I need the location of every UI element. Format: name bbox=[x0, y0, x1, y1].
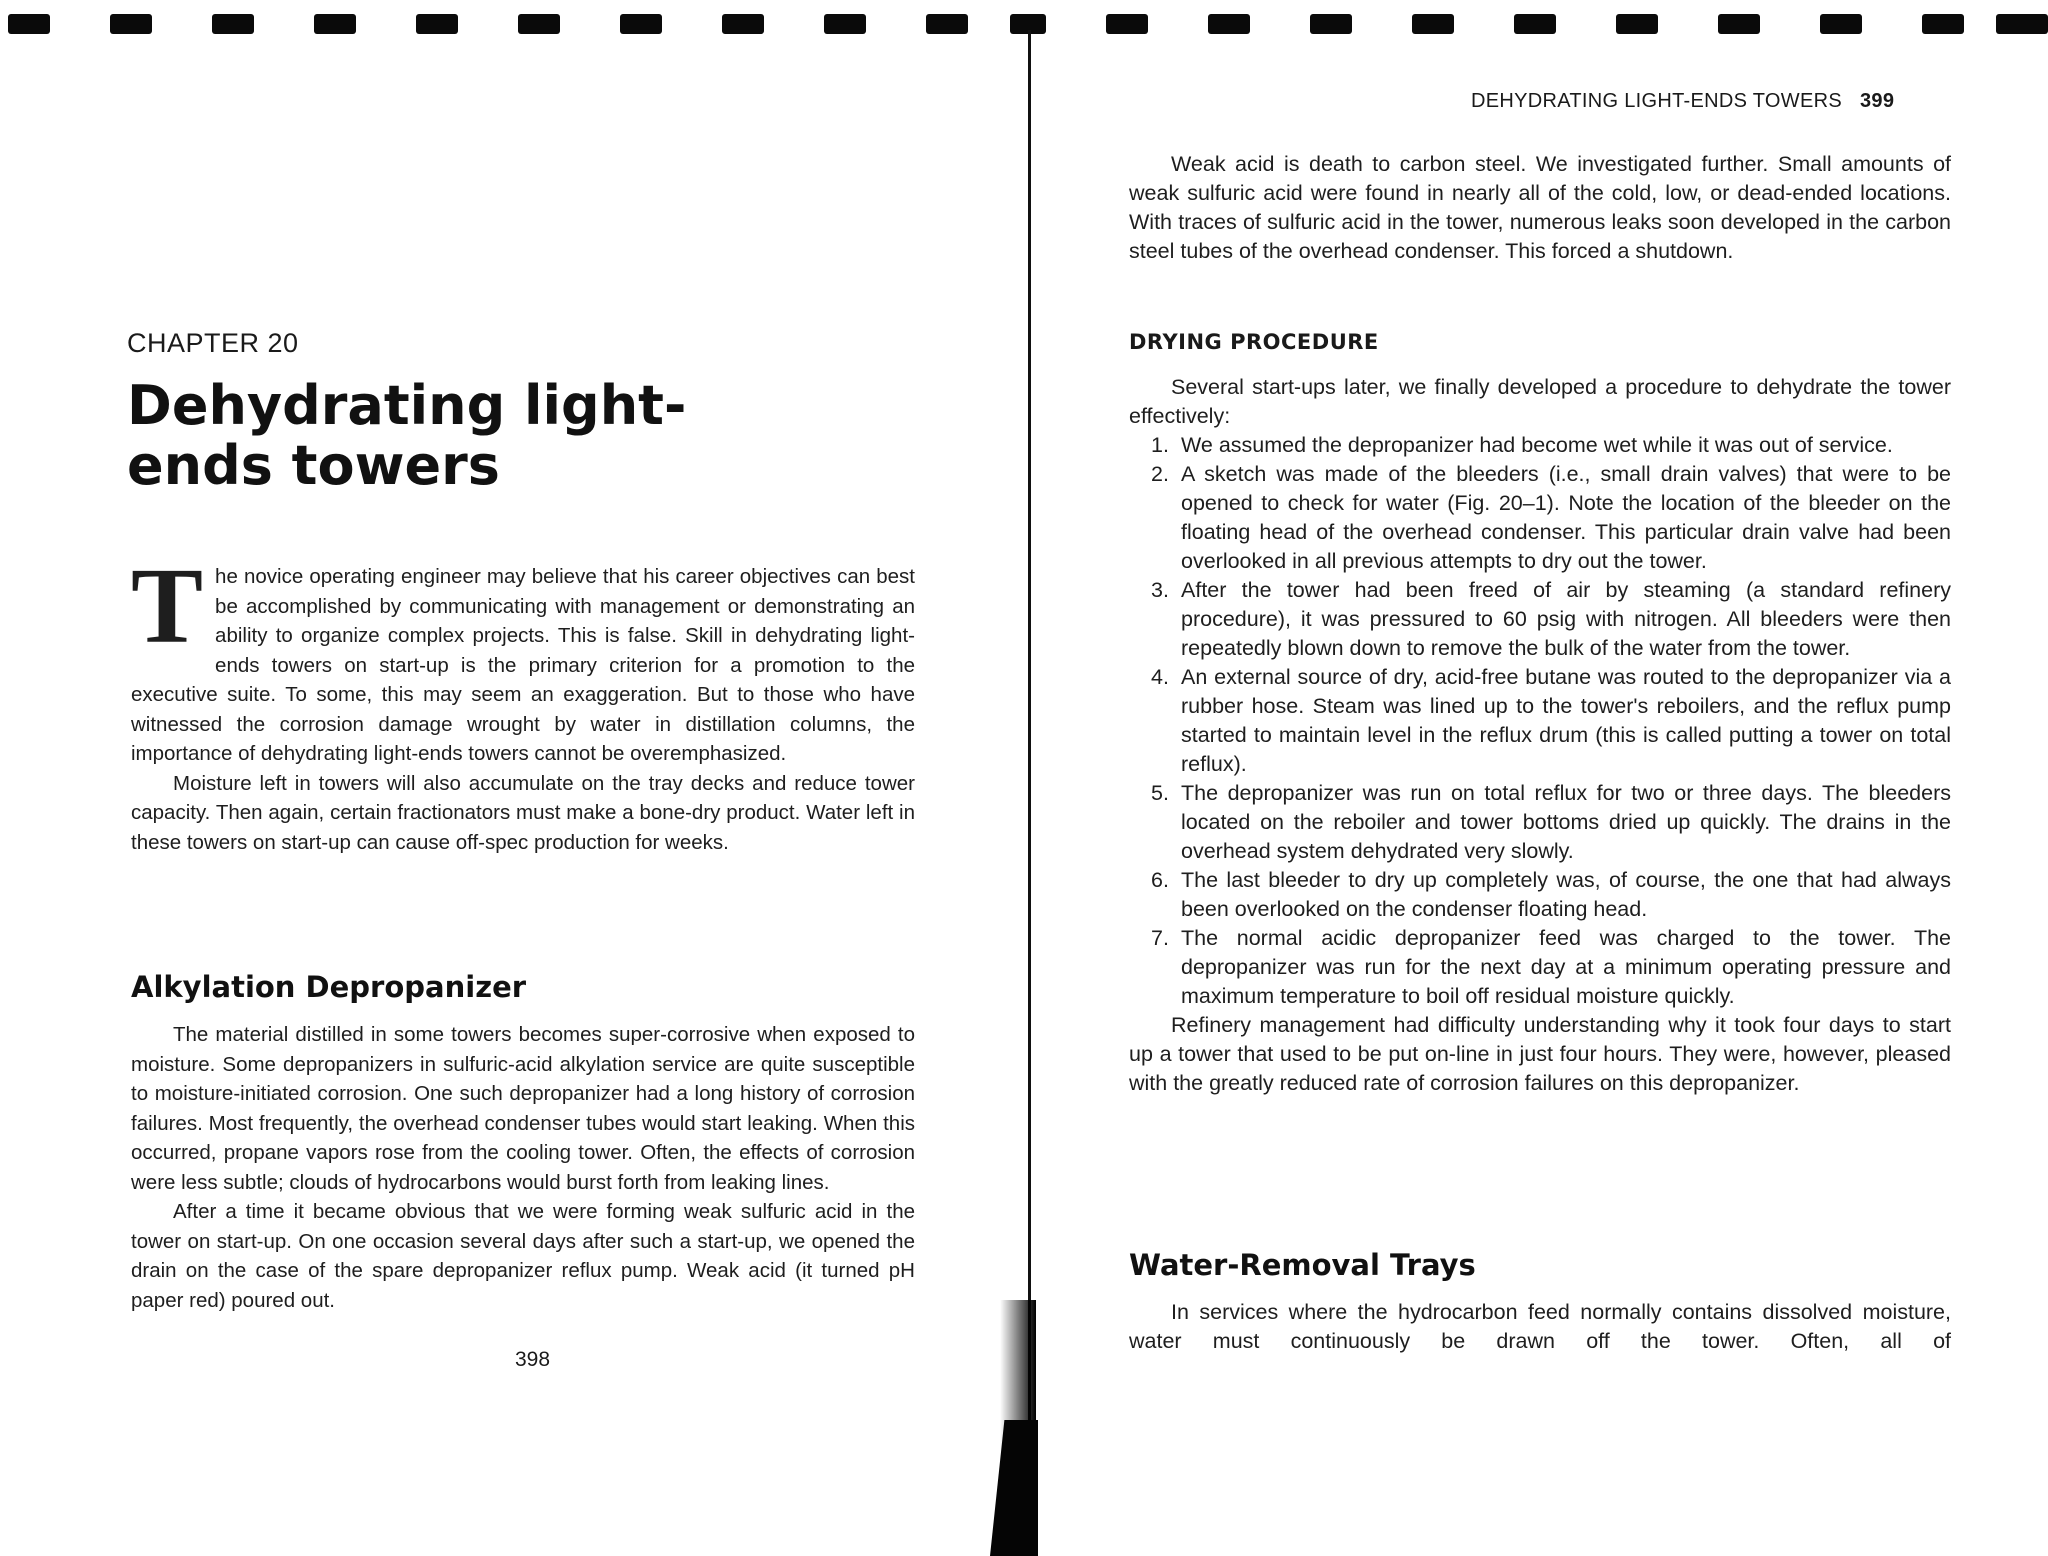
chapter-title: Dehydrating light-ends towers bbox=[127, 374, 687, 497]
step-text: The normal acidic depropanizer feed was charged to the tower. The depropanizer was run for the next day at a minimum operating pressure and maximum temperature to boil off residual moisture quickly. bbox=[1181, 926, 1951, 1008]
intro-paragraph-text: he novice operating engineer may believe that his career objectives can best be accomplished by communicating with management or demonstrating an ability to organize complex projects. This is false. Skill in dehydrating light-ends towers on start-up is the primary criterion for a promotion to the executive suite. To some, this may seem an exaggeration. But to those who have witnessed the corrosion damage wrought by water in distillation columns, the importance of dehydrating light-ends towers cannot be overemphasized. bbox=[131, 565, 915, 765]
list-item bbox=[1129, 866, 1951, 924]
list-item bbox=[1129, 663, 1951, 779]
step-number: 2. bbox=[1151, 462, 1169, 486]
step-number: 5. bbox=[1151, 781, 1169, 805]
drying-closing-paragraph: Refinery management had difficulty understanding why it took four days to start up a tower that used to be put on-line in just four hours. They were, however, pleased with the greatly reduced rate of corrosion failures on this depropanizer. bbox=[1129, 1013, 1951, 1095]
step-text: A sketch was made of the bleeders (i.e., small drain valves) that were to be opened to check for water (Fig. 20–1). Note the location of the bleeder on the floating head of the overhead condenser. This particular drain valve had been overlooked in all previous attempts to dry out the tower. bbox=[1181, 462, 1951, 573]
step-text: After the tower had been freed of air by steaming (a standard refinery procedure), it was pressured to 60 psig with nitrogen. All bleeders were then repeatedly blown down to remove the bulk of the water from the tower. bbox=[1181, 578, 1951, 660]
step-text: The last bleeder to dry up completely was, of course, the one that had always been overlooked on the condenser floating head. bbox=[1181, 868, 1951, 921]
list-item bbox=[1129, 576, 1951, 663]
list-item bbox=[1129, 460, 1951, 576]
water-removal-text bbox=[1129, 1298, 1951, 1356]
drying-procedure-text bbox=[1129, 373, 1951, 1098]
water-removal-paragraph: In services where the hydrocarbon feed normally contains dissolved moisture, water must continuously be drawn off the tower. Often, all of bbox=[1129, 1300, 1951, 1353]
opening-paragraph: Weak acid is death to carbon steel. We investigated further. Small amounts of weak sulfuric acid were found in nearly all of the cold, low, or dead-ended locations. With traces of sulfuric acid in the tower, numerous leaks soon developed in the carbon steel tubes of the overhead condenser. This forced a shutdown. bbox=[1129, 152, 1951, 263]
alkylation-paragraph-1: The material distilled in some towers becomes super-corrosive when exposed to moisture. Some depropanizers in sulfuric-acid alkylation service are quite susceptible to moisture-initiated corrosion. One such depropanizer had a long history of corrosion failures. Most frequently, the overhead condenser tubes would start leaking. When this occurred, propane vapors rose from the cooling tower. Often, the effects of corrosion were less subtle; clouds of hydrocarbons would burst forth from leaking lines. bbox=[131, 1023, 915, 1194]
intro-paragraph bbox=[131, 547, 915, 769]
list-item bbox=[1129, 431, 1951, 460]
step-text: The depropanizer was run on total reflux for two or three days. The bleeders located on the reboiler and tower bottoms dried up quickly. The drains in the overhead system dehydrated very slowly. bbox=[1181, 781, 1951, 863]
drying-intro: Several start-ups later, we finally developed a procedure to dehydrate the tower effectively: bbox=[1129, 375, 1951, 428]
intro-paragraph-2: Moisture left in towers will also accumulate on the tray decks and reduce tower capacity. Then again, certain fractionators must make a bone-dry product. Water left in these towers on start-up can cause off-spec production for weeks. bbox=[131, 771, 915, 854]
opening-text bbox=[1129, 150, 1951, 266]
running-head bbox=[1471, 90, 1894, 113]
list-item bbox=[1129, 924, 1951, 1011]
step-number: 6. bbox=[1151, 868, 1169, 892]
running-head-title: DEHYDRATING LIGHT-ENDS TOWERS bbox=[1471, 90, 1842, 112]
right-page bbox=[1031, 0, 2048, 1556]
step-text: We assumed the depropanizer had become wet while it was out of service. bbox=[1181, 433, 1893, 457]
drop-cap: T bbox=[131, 547, 204, 666]
section-heading-drying-procedure: DRYING PROCEDURE bbox=[1129, 330, 1379, 354]
section-heading-alkylation: Alkylation Depropanizer bbox=[131, 970, 527, 1004]
step-number: 7. bbox=[1151, 926, 1169, 950]
alkylation-section-text bbox=[131, 1020, 915, 1315]
step-text: An external source of dry, acid-free butane was routed to the depropanizer via a rubber hose. Steam was lined up to the tower's reboilers, and the reflux pump started to maintain level in the reflux drum (this is called putting a tower on total reflux). bbox=[1181, 665, 1951, 776]
section-heading-water-removal: Water-Removal Trays bbox=[1129, 1248, 1476, 1282]
alkylation-paragraph-2: After a time it became obvious that we were forming weak sulfuric acid in the tower on start-up. On one occasion several days after such a start-up, we opened the drain on the case of the spare depropanizer reflux pump. Weak acid (it turned pH paper red) poured out. bbox=[131, 1200, 915, 1312]
intro-text bbox=[131, 547, 915, 857]
page-number-left: 398 bbox=[515, 1348, 551, 1371]
drying-steps-list bbox=[1129, 431, 1951, 1011]
list-item bbox=[1129, 779, 1951, 866]
step-number: 4. bbox=[1151, 665, 1169, 689]
step-number: 3. bbox=[1151, 578, 1169, 602]
chapter-label: CHAPTER 20 bbox=[127, 328, 299, 358]
step-number: 1. bbox=[1151, 433, 1169, 457]
page-number-right: 399 bbox=[1859, 90, 1895, 112]
